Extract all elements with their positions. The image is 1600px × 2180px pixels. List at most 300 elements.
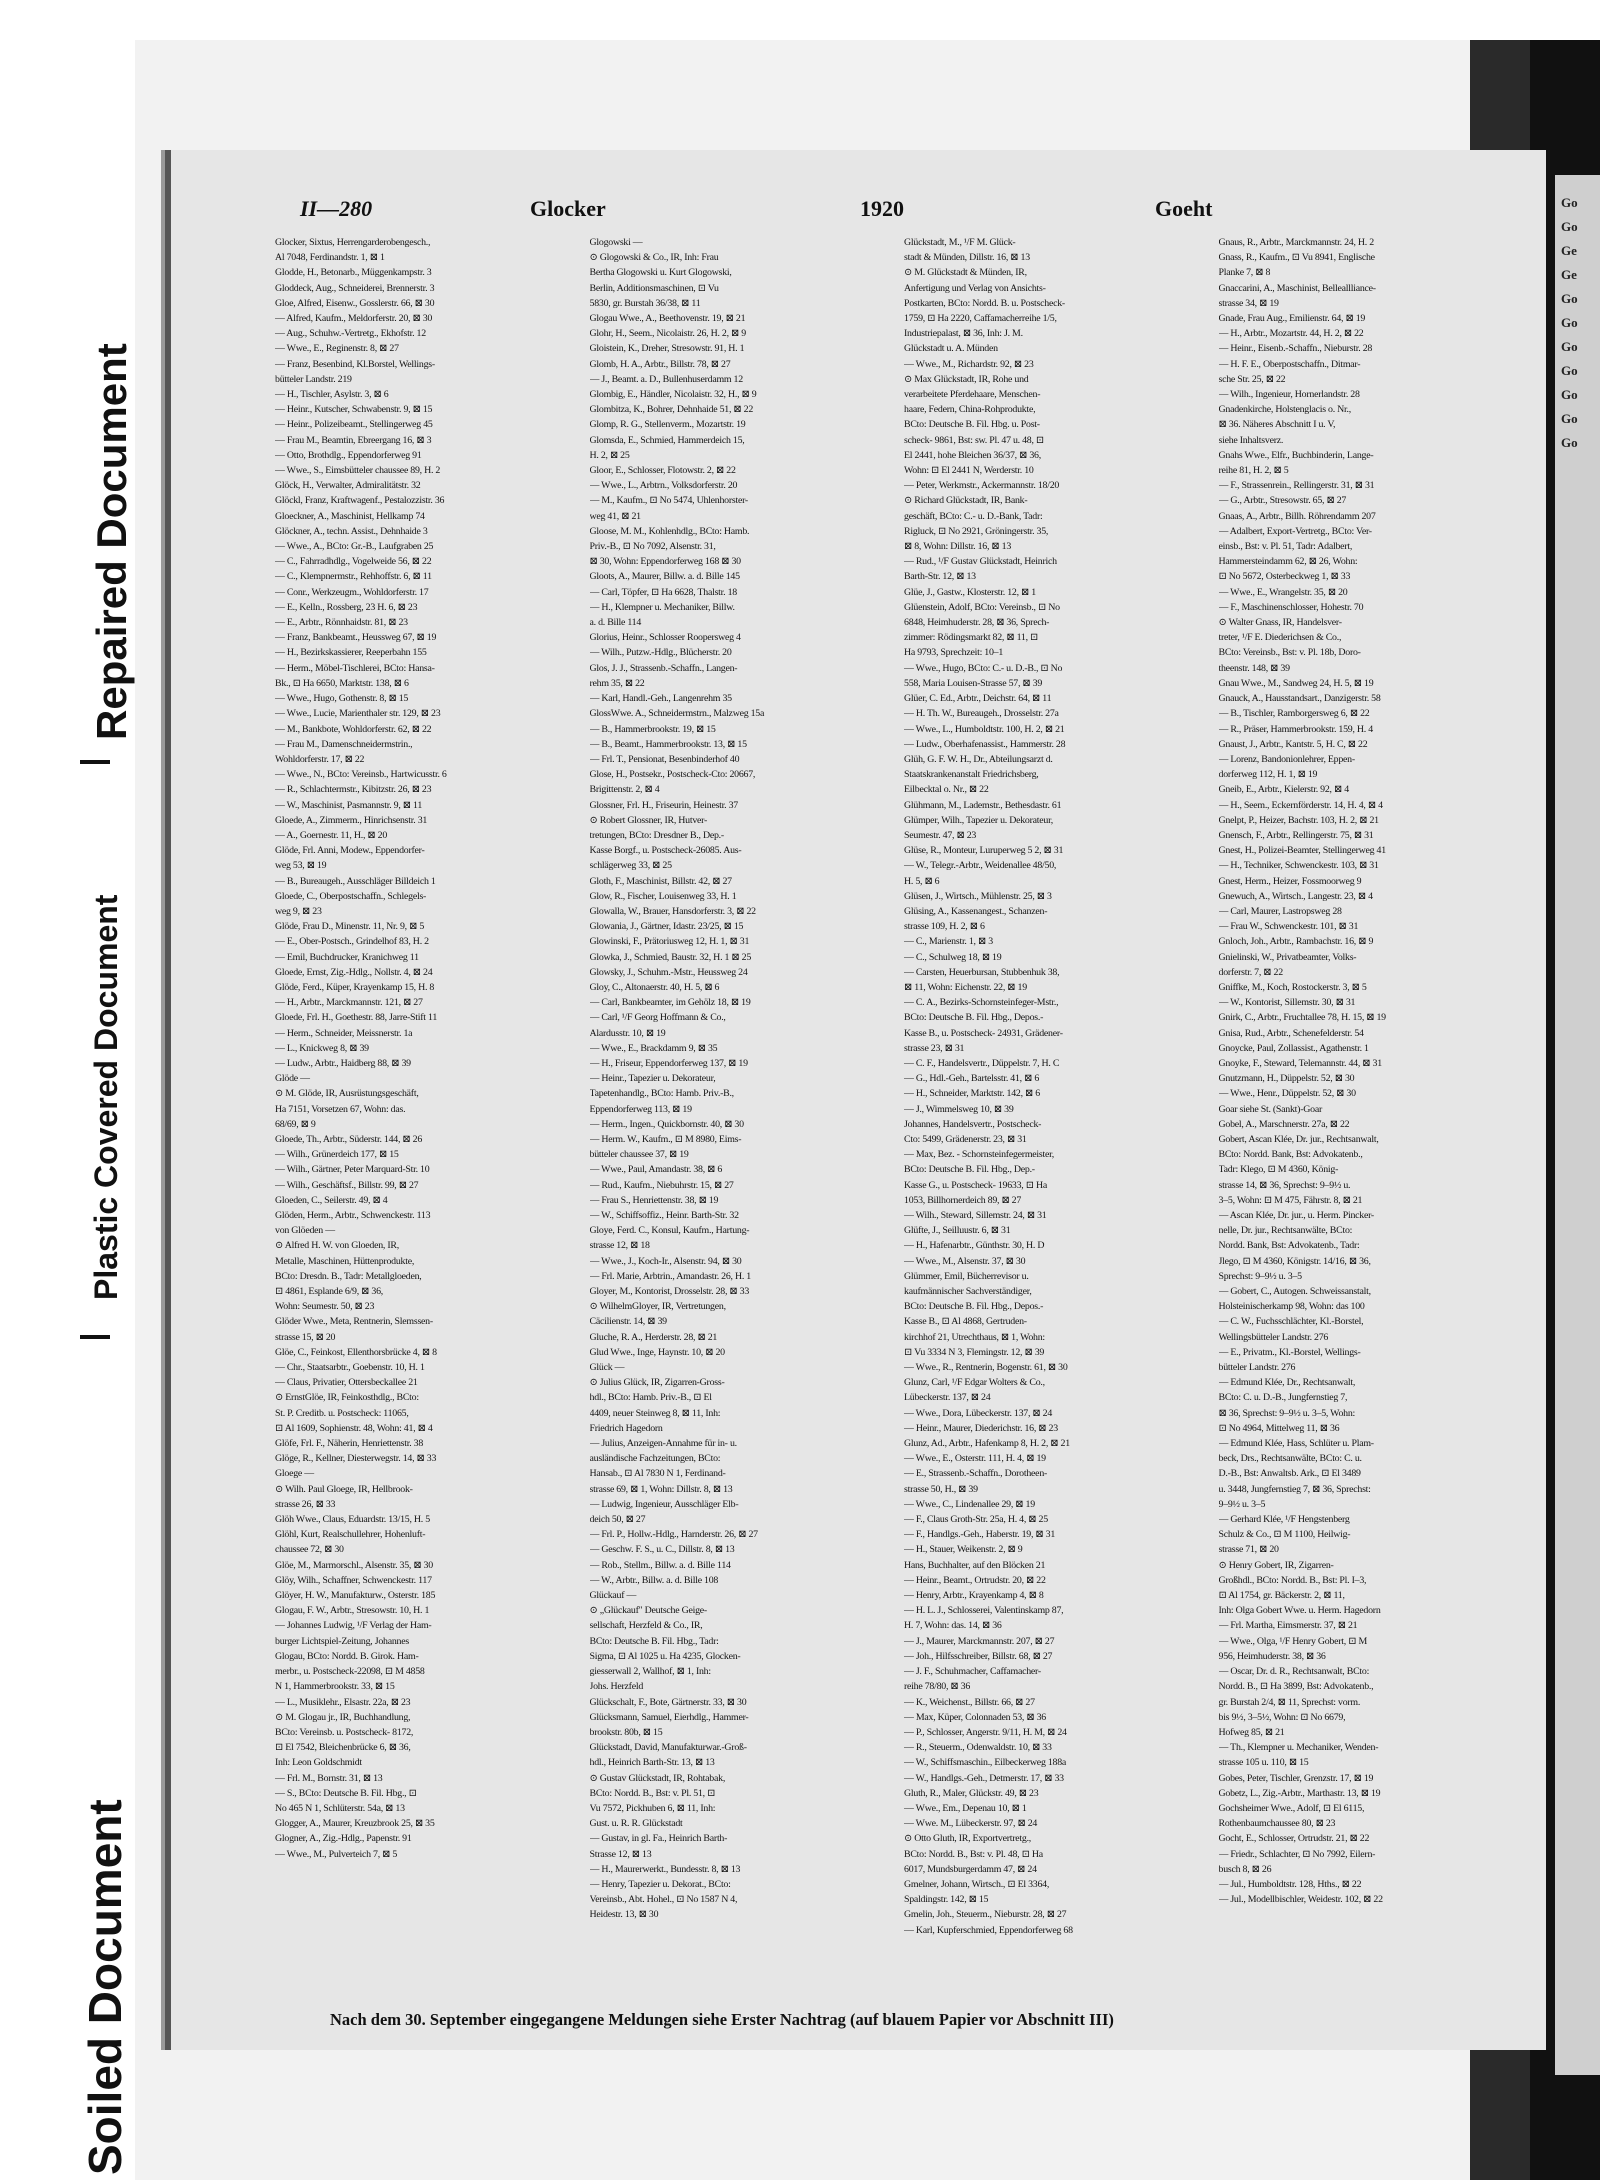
- directory-entry: Glowania, J., Gärtner, Idastr. 23/25, ⊠ 15: [589, 921, 744, 933]
- directory-entry: Glüer, C. Ed., Arbtr., Deichstr. 64, ⊠ 11: [904, 693, 1052, 705]
- directory-entry: — Rud., ¹/F Gustav Glückstadt, Heinrich: [904, 556, 1057, 568]
- directory-entry: ⊙ Henry Gobert, IR, Zigarren-: [1218, 1559, 1334, 1571]
- directory-entry: — Carl, ¹/F Georg Hoffmann & Co.,: [589, 1012, 726, 1024]
- directory-entry: — Heinr., Beamt., Ortrudstr. 20, ⊠ 22: [904, 1574, 1046, 1586]
- directory-entry: Glüsen, J., Wirtsch., Mühlenstr. 25, ⊠ 3: [904, 890, 1052, 902]
- directory-entry: ⊙ Gustav Glückstadt, IR, Rohtabak,: [589, 1772, 726, 1784]
- directory-entry: St. P. Creditb. u. Postscheck: 11065,: [275, 1407, 409, 1419]
- directory-entry: Glückstadt, M., ¹/F M. Glück-: [904, 237, 1016, 248]
- soiled-document-label: Soiled Document: [79, 1799, 131, 2175]
- directory-entry: Johs. Herzfeld: [589, 1681, 644, 1693]
- directory-entry: — Wwe., E., Brackdamm 9, ⊠ 35: [589, 1042, 718, 1054]
- directory-entry: Glöde, Ferd., Küper, Krayenkamp 15, H. 8: [275, 981, 435, 993]
- directory-entry: — Frau S., Henriettenstr. 38, ⊠ 19: [589, 1194, 719, 1206]
- directory-entry: strasse 109, H. 2, ⊠ 6: [904, 921, 985, 933]
- page-header: [300, 196, 1530, 226]
- directory-entry: Gnewuch, A., Wirtsch., Langestr. 23, ⊠ 4: [1218, 890, 1373, 902]
- directory-entry: Wohldorferstr. 17, ⊠ 22: [275, 753, 365, 765]
- directory-entry: — W., Schiffsmaschin., Eilbeckerweg 188a: [904, 1757, 1067, 1769]
- directory-entry: — Frl. M., Bornstr. 31, ⊠ 13: [275, 1772, 383, 1784]
- directory-entry: theenstr. 148, ⊠ 39: [1218, 662, 1290, 674]
- directory-entry: Glöde, Frau D., Minenstr. 11, Nr. 9, ⊠ 5: [275, 921, 425, 933]
- directory-entry: Vereinsb., Abt. Hohel., ⊡ No 1587 N 4,: [589, 1894, 738, 1906]
- page-number: II—280: [300, 196, 373, 221]
- directory-entry: Glogner, A., Zig.-Hdlg., Papenstr. 91: [275, 1833, 412, 1845]
- directory-entry: Priv.-B., ⊡ No 7092, Alsenstr. 31,: [589, 541, 716, 553]
- directory-entry: — Wilh., Geschäftsf., Billstr. 99, ⊠ 27: [275, 1179, 419, 1191]
- directory-entry: Glückstadt, David, Manufakturwar.-Groß-: [589, 1742, 747, 1754]
- directory-entry: Schulz & Co., ⊡ M 1100, Heilwig-: [1218, 1529, 1351, 1541]
- directory-entry: — L., Musiklehr., Elsastr. 22a, ⊠ 23: [275, 1696, 411, 1708]
- directory-entry: 1053, Billhornerdeich 89, ⊠ 27: [904, 1194, 1022, 1206]
- directory-entry: — H., Hafenarbtr., Günthstr. 30, H. D: [904, 1240, 1045, 1252]
- directory-entry: Gnahs Wwe., Elfr., Buchbinderin, Lange-: [1218, 449, 1374, 461]
- directory-entry: ⊡ No 4964, Mittelweg 11, ⊠ 36: [1218, 1422, 1340, 1434]
- directory-entry: Planke 7, ⊠ 8: [1218, 267, 1271, 279]
- directory-entry: ⊡ No 5672, Osterbeckweg 1, ⊠ 33: [1218, 571, 1351, 583]
- directory-entry: Gnoycke, Paul, Zollassist., Agathenstr. 1: [1218, 1042, 1369, 1054]
- directory-entry: — Wwe., Henr., Düppelstr. 52, ⊠ 30: [1218, 1088, 1356, 1100]
- directory-entry: Gnadenkirche, Holstenglacis o. Nr.,: [1218, 404, 1351, 416]
- directory-entry: — Gustav, in gl. Fa., Heinrich Barth-: [589, 1833, 728, 1845]
- directory-entry: bütteler chaussee 37, ⊠ 19: [589, 1149, 689, 1161]
- directory-entry: — Wwe., Hugo, BCto: C.- u. D.-B., ⊡ No: [904, 662, 1063, 674]
- directory-entry: — Carl, Maurer, Lastropsweg 28: [1218, 905, 1342, 917]
- directory-entry: Glückauf —: [589, 1590, 637, 1602]
- left-catchword: Glocker: [530, 196, 606, 221]
- directory-columns: [275, 235, 1525, 2000]
- directory-entry: Gniffke, M., Koch, Rostockerstr. 3, ⊠ 5: [1218, 981, 1367, 993]
- directory-entry: weg 53, ⊠ 19: [275, 860, 327, 872]
- directory-entry: Gloeden, C., Seilerstr. 49, ⊠ 4: [275, 1194, 388, 1206]
- directory-entry: Glümmer, Emil, Bücherrevisor u.: [904, 1270, 1029, 1282]
- directory-entry: Glowka, J., Schmied, Baustr. 32, H. 1 ⊠ 25: [589, 951, 752, 963]
- directory-entry: — P., Schlosser, Angerstr. 9/11, H. M, ⊠ 24: [904, 1726, 1067, 1738]
- directory-entry: Glomp, R. G., Stellenverm., Mozartstr. 19: [589, 419, 746, 431]
- directory-entry: El 2441, hohe Bleichen 36/37, ⊠ 36,: [904, 449, 1041, 461]
- directory-entry: strasse 15, ⊠ 20: [275, 1331, 336, 1343]
- directory-entry: — Wilh., Steward, Sillemstr. 24, ⊠ 31: [904, 1210, 1047, 1221]
- directory-entry: — Franz, Bankbeamt., Heussweg 67, ⊠ 19: [275, 632, 437, 644]
- directory-entry: ⊙ „Glückauf" Deutsche Geige-: [589, 1605, 707, 1617]
- directory-entry: Kasse B., ⊡ Al 4868, Gertruden-: [904, 1316, 1027, 1328]
- directory-entry: ausländische Fachzeitungen, BCto:: [589, 1453, 721, 1465]
- directory-entry: Glunz, Ad., Arbtr., Hafenkamp 8, H. 2, ⊠ 21: [904, 1438, 1070, 1450]
- directory-entry: strasse 105 u. 110, ⊠ 15: [1218, 1757, 1309, 1769]
- directory-entry: — Frl. Marie, Arbtrin., Amandastr. 26, H. 1: [589, 1270, 751, 1282]
- directory-entry: strasse 14, ⊠ 36, Sprechst: 9–9½ u.: [1218, 1179, 1351, 1191]
- directory-entry: Glud Wwe., Inge, Haynstr. 10, ⊠ 20: [589, 1346, 725, 1358]
- directory-entry: 956, Heimhuderstr. 38, ⊠ 36: [1218, 1650, 1326, 1662]
- directory-entry: — Edmund Klée, Dr., Rechtsanwalt,: [1218, 1377, 1356, 1389]
- directory-entry: — C., Schulweg 18, ⊠ 19: [904, 951, 1002, 963]
- directory-entry: Glüe, J., Gastw., Klosterstr. 12, ⊠ 1: [904, 586, 1036, 598]
- directory-entry: Goar siehe St. (Sankt)-Goar: [1218, 1103, 1322, 1115]
- directory-entry: ⊙ ErnstGlöe, IR, Feinkosthdlg., BCto:: [275, 1392, 419, 1404]
- directory-entry: — Johannes Ludwig, ¹/F Verlag der Ham-: [275, 1620, 432, 1632]
- directory-entry: Al 7048, Ferdinandstr. 1, ⊠ 1: [275, 252, 385, 264]
- directory-entry: Gnau Wwe., M., Sandweg 24, H. 5, ⊠ 19: [1218, 677, 1374, 689]
- directory-entry: Glöe, C., Feinkost, Ellenthorsbrücke 4, ⊠ 8: [275, 1346, 437, 1358]
- directory-entry: Nordd. B., ⊡ Ha 3899, Bst: Advokatenb.,: [1218, 1681, 1374, 1693]
- next-page-fragment: Go: [1561, 363, 1578, 378]
- directory-entry: — Wwe., N., BCto: Vereinsb., Hartwicusstr. 6: [275, 769, 447, 781]
- directory-entry: Glöckl, Franz, Kraftwagenf., Pestalozzistr. 36: [275, 495, 445, 507]
- directory-entry: — Heinr., Eisenb.-Schaffn., Nieburstr. 28: [1218, 343, 1373, 355]
- directory-entry: Barth-Str. 12, ⊠ 13: [904, 571, 976, 583]
- directory-entry: schlägerweg 33, ⊠ 25: [589, 860, 672, 872]
- directory-entry: merbr., u. Postscheck-22098, ⊡ M 4858: [275, 1666, 425, 1678]
- directory-entry: — Karl, Handl.-Geh., Langenrehm 35: [589, 693, 732, 705]
- directory-entry: u. 3448, Jungfernstieg 7, ⊠ 36, Sprechst:: [1218, 1483, 1371, 1495]
- directory-entry: Gnoyke, F., Steward, Telemannstr. 44, ⊠ 31: [1218, 1057, 1382, 1069]
- directory-entry: Glossner, Frl. H., Friseurin, Heinestr. 37: [589, 799, 738, 811]
- directory-entry: Gnielinski, W., Privatbeamter, Volks-: [1218, 951, 1357, 963]
- directory-entry: ⊠ 30, Wohn: Eppendorferweg 168 ⊠ 30: [589, 556, 741, 568]
- directory-entry: Gmelner, Johann, Wirtsch., ⊡ El 3364,: [904, 1878, 1050, 1890]
- directory-entry: Eppendorferweg 113, ⊠ 19: [589, 1103, 692, 1115]
- directory-entry: Lübeckerstr. 137, ⊠ 24: [904, 1392, 991, 1404]
- directory-entry: Glöder Wwe., Meta, Rentnerin, Slemssen-: [275, 1316, 433, 1328]
- directory-entry: Glohr, H., Seem., Nicolaistr. 26, H. 2, ⊠ 9: [589, 328, 746, 340]
- directory-entry: — Ludw., Arbtr., Haidberg 88, ⊠ 39: [275, 1057, 411, 1069]
- directory-entry: Glöyer, H. W., Manufakturw., Osterstr. 185: [275, 1590, 436, 1602]
- directory-entry: — J., Maurer, Marckmannstr. 207, ⊠ 27: [904, 1635, 1055, 1647]
- directory-entry: — Wwe., Paul, Amandastr. 38, ⊠ 6: [589, 1164, 723, 1176]
- directory-entry: Glomb, H. A., Arbtr., Billstr. 78, ⊠ 27: [589, 358, 731, 370]
- directory-entry: — Wwe., Olga, ¹/F Henry Gobert, ⊡ M: [1218, 1635, 1367, 1647]
- directory-entry: Glow, R., Fischer, Louisenweg 33, H. 1: [589, 890, 737, 902]
- directory-entry: D.-B., Bst: Anwaltsb. Ark., ⊡ El 3489: [1218, 1468, 1361, 1480]
- directory-entry: H. 5, ⊠ 6: [904, 875, 940, 887]
- directory-entry: Gochsheimer Wwe., Adolf, ⊡ El 6115,: [1218, 1802, 1365, 1814]
- directory-entry: — Heinr., Polizeibeamt., Stellingerweg 45: [275, 419, 433, 431]
- directory-entry: H. 7, Wohn: das. 14, ⊠ 36: [904, 1620, 1002, 1632]
- directory-entry: ⊙ M. Glogau jr., IR, Buchhandlung,: [275, 1711, 411, 1723]
- directory-entry: — Claus, Privatier, Ottersbeckallee 21: [275, 1377, 418, 1389]
- directory-entry: — C. A., Bezirks-Schornsteinfeger-Mstr.,: [904, 997, 1059, 1009]
- directory-entry: Gloye, Ferd. C., Konsul, Kaufm., Hartung-: [589, 1225, 750, 1237]
- directory-entry: — F., Handlgs.-Geh., Haberstr. 19, ⊠ 31: [904, 1529, 1056, 1541]
- directory-entry: — C., Fahrradhdlg., Vogelweide 56, ⊠ 22: [275, 556, 432, 568]
- directory-entry: brookstr. 80b, ⊠ 15: [589, 1726, 663, 1738]
- directory-entry: — Heinr., Tapezier u. Dekorateur,: [589, 1073, 716, 1085]
- directory-entry: — W., Schiffsoffiz., Heinr. Barth-Str. 32: [589, 1210, 739, 1221]
- directory-entry: — Carl, Töpfer, ⊡ Ha 6628, Thalstr. 18: [589, 586, 737, 598]
- directory-entry: Alardusstr. 10, ⊠ 19: [589, 1027, 666, 1039]
- directory-entry: — W., Maschinist, Pasmannstr. 9, ⊠ 11: [275, 799, 423, 811]
- directory-entry: — Adalbert, Export-Vertretg., BCto: Ver-: [1218, 525, 1372, 537]
- directory-entry: Berlin, Additionsmaschinen, ⊡ Vu: [589, 282, 719, 294]
- directory-entry: a. d. Bille 114: [589, 617, 642, 629]
- directory-entry: busch 8, ⊠ 26: [1218, 1863, 1272, 1875]
- directory-entry: Gnaus, R., Arbtr., Marckmannstr. 24, H. 2: [1218, 237, 1374, 248]
- directory-entry: — C. W., Fuchsschlächter, Kl.-Borstel,: [1218, 1316, 1364, 1328]
- directory-entry: kirchhof 21, Utrechthaus, ⊠ 1, Wohn:: [904, 1331, 1045, 1343]
- directory-entry: — C. F., Handelsvertr., Düppelstr. 7, H. C: [904, 1057, 1060, 1069]
- directory-entry: Gnensch, F., Arbtr., Rellingerstr. 75, ⊠ 31: [1218, 829, 1374, 841]
- next-page-fragment: Go: [1561, 195, 1578, 210]
- directory-entry: — Frau W., Schwenckestr. 101, ⊠ 31: [1218, 921, 1359, 933]
- directory-entry: Glogowski —: [589, 237, 643, 248]
- next-page-fragment: Ge: [1561, 267, 1577, 282]
- directory-entry: Tapetenhandlg., BCto: Hamb. Priv.-B.,: [589, 1088, 734, 1100]
- directory-entry: BCto: Deutsche B. Fil. Hbg., Dep.-: [904, 1164, 1035, 1176]
- directory-entry: Glocker, Sixtus, Herrengarderobengesch.,: [275, 237, 431, 248]
- directory-entry: 9–9½ u. 3–5: [1218, 1498, 1266, 1510]
- directory-entry: — Oscar, Dr. d. R., Rechtsanwalt, BCto:: [1218, 1666, 1370, 1678]
- directory-entry: Glombig, E., Händler, Nicolaistr. 32, H., ⊠ 9: [589, 389, 757, 401]
- directory-entry: Gnest, H., Polizei-Beamter, Stellingerweg 41: [1218, 845, 1386, 857]
- directory-entry: Glöde, Frl. Anni, Modew., Eppendorfer-: [275, 845, 425, 857]
- next-page-edge: [1555, 175, 1600, 2075]
- directory-entry: — Max, Bez. - Schornsteinfegermeister,: [904, 1149, 1054, 1161]
- directory-entry: Kasse B., u. Postscheck- 24931, Grädener-: [904, 1027, 1063, 1039]
- directory-entry: BCto: Deutsche B. Fil. Hbg., Depos.-: [904, 1301, 1044, 1313]
- directory-entry: — Frau M., Damenschneidermstrin.,: [275, 738, 413, 750]
- directory-entry: Gnass, R., Kaufm., ⊡ Vu 8941, Englische: [1218, 252, 1375, 264]
- directory-entry: — Wilh., Ingenieur, Hornerlandstr. 28: [1218, 389, 1360, 401]
- directory-entry: nelle, Dr. jur., Rechtsanwälte, BCto:: [1218, 1225, 1353, 1237]
- directory-entry: Wohn: Seumestr. 50, ⊠ 23: [275, 1301, 375, 1313]
- directory-entry: — Frl. P., Hollw.-Hdlg., Harnderstr. 26, ⊠ 27: [589, 1529, 758, 1541]
- directory-entry: Gnauck, A., Hausstandsart., Danzigerstr. 58: [1218, 693, 1381, 705]
- directory-entry: — Edmund Klée, Hass, Schlüter u. Plam-: [1218, 1438, 1374, 1450]
- directory-entry: bütteler Landstr. 276: [1218, 1362, 1296, 1374]
- directory-entry: — Wilh., Gärtner, Peter Marquard-Str. 10: [275, 1164, 430, 1176]
- directory-entry: — G., Arbtr., Stresowstr. 65, ⊠ 27: [1218, 495, 1347, 507]
- directory-entry: Glowalla, W., Brauer, Hansdorferstr. 3, ⊠ 22: [589, 905, 756, 917]
- directory-entry: Bk., ⊡ Ha 6650, Marktstr. 138, ⊠ 6: [275, 677, 409, 689]
- directory-entry: Staatskrankenanstalt Friedrichsberg,: [904, 769, 1039, 781]
- directory-entry: — E., Strassenb.-Schaffn., Dorotheen-: [904, 1468, 1048, 1480]
- directory-entry: 5830, gr. Burstah 36/38, ⊠ 11: [589, 297, 701, 309]
- directory-entry: Glühmann, M., Lademstr., Bethesdastr. 61: [904, 799, 1062, 811]
- next-page-fragment: Go: [1561, 435, 1578, 450]
- directory-entry: dorferweg 112, H. 1, ⊠ 19: [1218, 769, 1318, 781]
- directory-entry: reihe 81, H. 2, ⊠ 5: [1218, 465, 1289, 477]
- directory-entry: ⊙ Wilh. Paul Gloege, IR, Hellbrook-: [275, 1483, 413, 1495]
- directory-entry: ⊙ Otto Gluth, IR, Exportvertretg.,: [904, 1833, 1032, 1845]
- directory-entry: BCto: Vereinsb., Bst: v. Pl. 18b, Doro-: [1218, 647, 1361, 659]
- directory-entry: beck, Drs., Rechtsanwälte, BCto: C. u.: [1218, 1453, 1362, 1465]
- directory-entry: 1759, ⊡ Ha 2220, Caffamacherreihe 1/5,: [904, 313, 1057, 325]
- directory-entry: — Carl, Bankbeamter, im Gehölz 18, ⊠ 19: [589, 997, 751, 1009]
- directory-entry: Glüse, R., Monteur, Luruperweg 5 2, ⊠ 31: [904, 845, 1064, 857]
- directory-entry: — H., Seem., Eckernförderstr. 14, H. 4, ⊠ 4: [1218, 799, 1383, 811]
- directory-entry: — Karl, Kupferschmied, Eppendorferweg 68: [904, 1924, 1073, 1936]
- directory-entry: Glückschalt, F., Bote, Gärtnerstr. 33, ⊠ 30: [589, 1696, 747, 1708]
- directory-entry: — Jul., Modellbischler, Weidestr. 102, ⊠ 22: [1218, 1894, 1383, 1906]
- directory-entry: Gnutzmann, H., Düppelstr. 52, ⊠ 30: [1218, 1073, 1355, 1085]
- directory-entry: Gloddeck, Aug., Schneiderei, Brennerstr. 3: [275, 282, 435, 294]
- directory-entry: — Wwe., E., Osterstr. 111, H. 4, ⊠ 19: [904, 1453, 1046, 1465]
- directory-entry: — Ludw., Oberhafenassist., Hammerstr. 28: [904, 738, 1066, 750]
- directory-entry: ⊡ Al 1754, gr. Bäckerstr. 2, ⊠ 11,: [1218, 1590, 1345, 1602]
- directory-entry: Gluth, R., Maler, Glückstr. 49, ⊠ 23: [904, 1787, 1039, 1799]
- directory-entry: — Geschw. F. S., u. C., Dillstr. 8, ⊠ 13: [589, 1544, 735, 1556]
- directory-entry: Gloistein, K., Dreher, Stresowstr. 91, H. 1: [589, 343, 745, 355]
- directory-entry: Gnade, Frau Aug., Emilienstr. 64, ⊠ 19: [1218, 313, 1366, 325]
- directory-entry: — Gerhard Klée, ¹/F Hengstenberg: [1218, 1514, 1350, 1526]
- directory-entry: — Wwe., L., Arbtrn., Volksdorferstr. 20: [589, 480, 738, 492]
- directory-entry: — J., Beamt. a. D., Bullenhuserdamm 12: [589, 373, 743, 385]
- directory-entry: — H., Friseur, Eppendorferweg 137, ⊠ 19: [589, 1057, 748, 1069]
- directory-entry: Glomsda, E., Schmied, Hammerdeich 15,: [589, 434, 745, 446]
- directory-entry: — Max, Küper, Colonnaden 53, ⊠ 36: [904, 1711, 1046, 1723]
- directory-entry: Gnaccarini, A., Maschinist, Belleallliance-: [1218, 282, 1376, 294]
- directory-entry: H. 2, ⊠ 25: [589, 449, 630, 461]
- directory-entry: Gloor, E., Schlosser, Flotowstr. 2, ⊠ 22: [589, 465, 736, 477]
- directory-entry: siehe Inhaltsverz.: [1218, 434, 1284, 446]
- directory-entry: — H., Arbtr., Mozartstr. 44, H. 2, ⊠ 22: [1218, 328, 1364, 340]
- directory-entry: — R., Schlachtermstr., Kibitzstr. 26, ⊠ 23: [275, 784, 432, 796]
- directory-entry: Holsteinischerkamp 98, Wohn: das 100: [1218, 1301, 1365, 1313]
- directory-entry: Nordd. Bank, Bst: Advokatenb., Tadr:: [1218, 1240, 1360, 1252]
- directory-entry: ⊠ 8, Wohn: Dillstr. 16, ⊠ 13: [904, 541, 1012, 553]
- directory-entry: — Emil, Buchdrucker, Kranichweg 11: [275, 951, 419, 963]
- directory-entry: Strasse 12, ⊠ 13: [589, 1848, 652, 1860]
- directory-entry: Spaldingstr. 142, ⊠ 15: [904, 1894, 989, 1906]
- directory-entry: Seumestr. 47, ⊠ 23: [904, 829, 977, 841]
- directory-entry: Glogger, A., Maurer, Kreuzbrook 25, ⊠ 35: [275, 1818, 435, 1830]
- directory-entry: ⊠ 36. Näheres Abschnitt I u. V,: [1218, 419, 1336, 431]
- next-page-fragment: Go: [1561, 291, 1578, 306]
- directory-entry: Glogau, BCto: Nordd. B. Girok. Ham-: [275, 1650, 419, 1662]
- directory-entry: Gneib, E., Arbtr., Kielerstr. 92, ⊠ 4: [1218, 784, 1349, 796]
- directory-entry: — R., Präser, Hammerbrookstr. 159, H. 4: [1218, 723, 1373, 735]
- directory-entry: Gloede, Frl. H., Goethestr. 88, Jarre-Stift 11: [275, 1012, 438, 1024]
- next-page-fragment: Go: [1561, 411, 1578, 426]
- repaired-document-label: Repaired Document: [88, 343, 135, 740]
- label-separator: [80, 1335, 110, 1339]
- directory-entry: Glöe, M., Marmorschl., Alsenstr. 35, ⊠ 30: [275, 1559, 433, 1571]
- directory-entry: BCto: C. u. D.-B., Jungfernstieg 7,: [1218, 1392, 1348, 1404]
- directory-entry: Gloe, Alfred, Eisenw., Gosslerstr. 66, ⊠ 30: [275, 297, 435, 309]
- column-3: [904, 235, 1211, 2000]
- directory-entry: ⊡ 4861, Esplande 6/9, ⊠ 36,: [275, 1286, 383, 1298]
- directory-entry: Vu 7572, Pickhuben 6, ⊠ 11, Inh:: [589, 1802, 716, 1814]
- directory-entry: — Joh., Hilfsschreiber, Billstr. 68, ⊠ 27: [904, 1650, 1053, 1662]
- directory-entry: Glöckner, A., techn. Assist., Dehnhaide 3: [275, 525, 428, 537]
- directory-entry: — E., Ober-Postsch., Grindelhof 83, H. 2: [275, 936, 429, 948]
- directory-entry: strasse 71, ⊠ 20: [1218, 1544, 1279, 1556]
- directory-entry: — Wwe., L., Humboldtstr. 100, H. 2, ⊠ 21: [904, 723, 1065, 735]
- directory-entry: Postkarten, BCto: Nordd. B. u. Postscheck-: [904, 297, 1065, 309]
- directory-entry: — Peter, Werkmstr., Ackermannstr. 18/20: [904, 480, 1060, 492]
- directory-entry: giesserwall 2, Wallhof, ⊠ 1, Inh:: [589, 1666, 711, 1678]
- directory-entry: Brigittenstr. 2, ⊠ 4: [589, 784, 660, 796]
- directory-entry: — Conr., Werkzeugm., Wohldorferstr. 17: [275, 586, 429, 598]
- directory-entry: Glöfe, Frl. F., Näherin, Henriettenstr. 38: [275, 1438, 424, 1450]
- directory-entry: — M., Bankbote, Wohldorferstr. 62, ⊠ 22: [275, 723, 432, 735]
- directory-entry: Inh: Leon Goldschmidt: [275, 1757, 362, 1769]
- directory-entry: Cto: 5499, Grädenerstr. 23, ⊠ 31: [904, 1133, 1027, 1145]
- directory-entry: — Aug., Schuhw.-Vertretg., Ekhofstr. 12: [275, 328, 426, 340]
- directory-entry: — B., Bureaugeh., Ausschläger Billdeich 1: [275, 875, 436, 887]
- directory-entry: Gloyer, M., Kontorist, Drosselstr. 28, ⊠ 33: [589, 1286, 750, 1298]
- directory-entry: — Wwe., Hugo, Gothenstr. 8, ⊠ 15: [275, 693, 409, 705]
- directory-entry: Sigma, ⊡ Al 1025 u. Ha 4235, Glocken-: [589, 1650, 741, 1662]
- directory-entry: Glos, J. J., Strassenb.-Schaffn., Langen-: [589, 662, 738, 674]
- directory-entry: Kasse G., u. Postscheck- 19633, ⊡ Ha: [904, 1179, 1047, 1191]
- directory-entry: — H., Klempner u. Mechaniker, Billw.: [589, 601, 735, 613]
- directory-entry: ⊙ Robert Glossner, IR, Hutver-: [589, 814, 708, 826]
- column-4: [1219, 235, 1526, 2000]
- directory-entry: Glöh Wwe., Claus, Eduardstr. 13/15, H. 5: [275, 1514, 430, 1526]
- directory-entry: Hammersteindamm 62, ⊠ 26, Wohn:: [1218, 556, 1358, 568]
- directory-entry: — Rud., Kaufm., Niebuhrstr. 15, ⊠ 27: [589, 1179, 734, 1191]
- directory-entry: Glogau, F. W., Arbtr., Stresowstr. 10, H. 1: [275, 1605, 430, 1617]
- directory-entry: strasse 50, H., ⊠ 39: [904, 1483, 978, 1495]
- directory-entry: Glombitza, K., Bohrer, Dehnhaide 51, ⊠ 22: [589, 404, 754, 416]
- directory-entry: — H., Tischler, Asylstr. 3, ⊠ 6: [275, 389, 389, 401]
- directory-entry: Gnaas, A., Arbtr., Billh. Röhrendamm 207: [1218, 510, 1376, 522]
- directory-entry: Friedrich Hagedorn: [589, 1422, 663, 1434]
- directory-entry: Glowsky, J., Schuhm.-Mstr., Heussweg 24: [589, 966, 748, 978]
- directory-entry: — M., Kaufm., ⊡ No 5474, Uhlenhorster-: [589, 495, 748, 507]
- directory-entry: ⊡ El 7542, Bleichenbrücke 6, ⊠ 36,: [275, 1742, 411, 1754]
- directory-entry: Glodde, H., Betonarb., Müggenkampstr. 3: [275, 267, 432, 279]
- directory-entry: rehm 35, ⊠ 22: [589, 677, 645, 689]
- directory-entry: Gnirk, C., Arbtr., Fruchtallee 78, H. 15, ⊠ 19: [1218, 1012, 1386, 1024]
- directory-entry: chaussee 72, ⊠ 30: [275, 1544, 344, 1556]
- directory-entry: Glückstadt u. A. Münden: [904, 343, 998, 355]
- directory-entry: — W., Arbtr., Billw. a. d. Bille 108: [589, 1574, 719, 1586]
- page-footer: Nach dem 30. September eingegangene Meldungen siehe Erster Nachtrag (auf blauem Papier vor Abschnitt III): [330, 2010, 1114, 2029]
- directory-entry: ⊙ WilhelmGloyer, IR, Vertretungen,: [589, 1301, 726, 1313]
- directory-entry: 4409, neuer Steinweg 8, ⊠ 11, Inh:: [589, 1407, 721, 1419]
- directory-entry: — Rob., Stellm., Billw. a. d. Bille 114: [589, 1559, 731, 1571]
- directory-entry: — Frau M., Beamtin, Ebreergang 16, ⊠ 3: [275, 434, 432, 446]
- directory-entry: Glüenstein, Adolf, BCto: Vereinsb., ⊡ No: [904, 601, 1060, 613]
- directory-entry: Gloy, C., Altonaerstr. 40, H. 5, ⊠ 6: [589, 981, 720, 993]
- directory-entry: — Franz, Besenbind, Kl.Borstel, Wellings-: [275, 358, 435, 370]
- directory-entry: — Julius, Anzeigen-Annahme für in- u.: [589, 1438, 737, 1450]
- directory-entry: — C., Klempnermstr., Rehhoffstr. 6, ⊠ 11: [275, 571, 432, 583]
- directory-entry: Glöde —: [275, 1073, 310, 1085]
- directory-entry: Industriepalast, ⊠ 36, Inh: J. M.: [904, 328, 1023, 340]
- directory-entry: Gocht, E., Schlosser, Ortrudstr. 21, ⊠ 22: [1218, 1833, 1370, 1845]
- directory-entry: — W., Handlgs.-Geh., Detmerstr. 17, ⊠ 33: [904, 1772, 1064, 1784]
- column-2: [590, 235, 897, 2000]
- directory-entry: scheck- 9861, Bst: sw. Pl. 47 u. 48, ⊡: [904, 434, 1044, 446]
- directory-entry: — Henry, Tapezier u. Dekorat., BCto:: [589, 1878, 731, 1890]
- directory-entry: — H. Th. W., Bureaugeh., Drosselstr. 27a: [904, 708, 1059, 720]
- directory-entry: Gobel, A., Marschnerstr. 27a, ⊠ 22: [1218, 1118, 1350, 1130]
- directory-entry: BCto: Nordd. Bank, Bst: Advokatenb.,: [1218, 1149, 1363, 1161]
- directory-entry: Eilbecktal o. Nr., ⊠ 22: [904, 784, 989, 796]
- directory-entry: treter, ¹/F E. Diederichsen & Co.,: [1218, 632, 1342, 644]
- next-page-fragment: Ge: [1561, 243, 1577, 258]
- directory-entry: 68/69, ⊠ 9: [275, 1118, 316, 1130]
- directory-entry: Glück —: [589, 1362, 625, 1374]
- directory-entry: — K., Weichenst., Billstr. 66, ⊠ 27: [904, 1696, 1035, 1708]
- directory-entry: Kasse Borgf., u. Postscheck-26085. Aus-: [589, 845, 742, 857]
- directory-entry: Hansab., ⊡ Al 7830 N 1, Ferdinand-: [589, 1468, 726, 1480]
- year: 1920: [860, 196, 904, 221]
- directory-entry: — Heinr., Kutscher, Schwabenstr. 9, ⊠ 15: [275, 404, 433, 416]
- directory-entry: Inh: Olga Gobert Wwe. u. Herm. Hagedorn: [1218, 1605, 1381, 1617]
- directory-entry: Anfertigung und Verlag von Ansichts-: [904, 282, 1046, 294]
- directory-entry: Glorius, Heinr., Schlosser Roopersweg 4: [589, 632, 741, 644]
- directory-entry: dorferstr. 7, ⊠ 22: [1218, 966, 1283, 978]
- directory-entry: Glöhl, Kurt, Realschullehrer, Hohenluft-: [275, 1529, 426, 1541]
- directory-entry: BCto: Deutsche B. Fil. Hbg. u. Post-: [904, 419, 1040, 431]
- directory-entry: geschäft, BCto: C.- u. D.-Bank, Tadr:: [904, 510, 1043, 522]
- directory-entry: Gloede, C., Oberpostschaffn., Schlegels-: [275, 890, 427, 902]
- directory-entry: — Henry, Arbtr., Krayenkamp 4, ⊠ 8: [904, 1590, 1044, 1602]
